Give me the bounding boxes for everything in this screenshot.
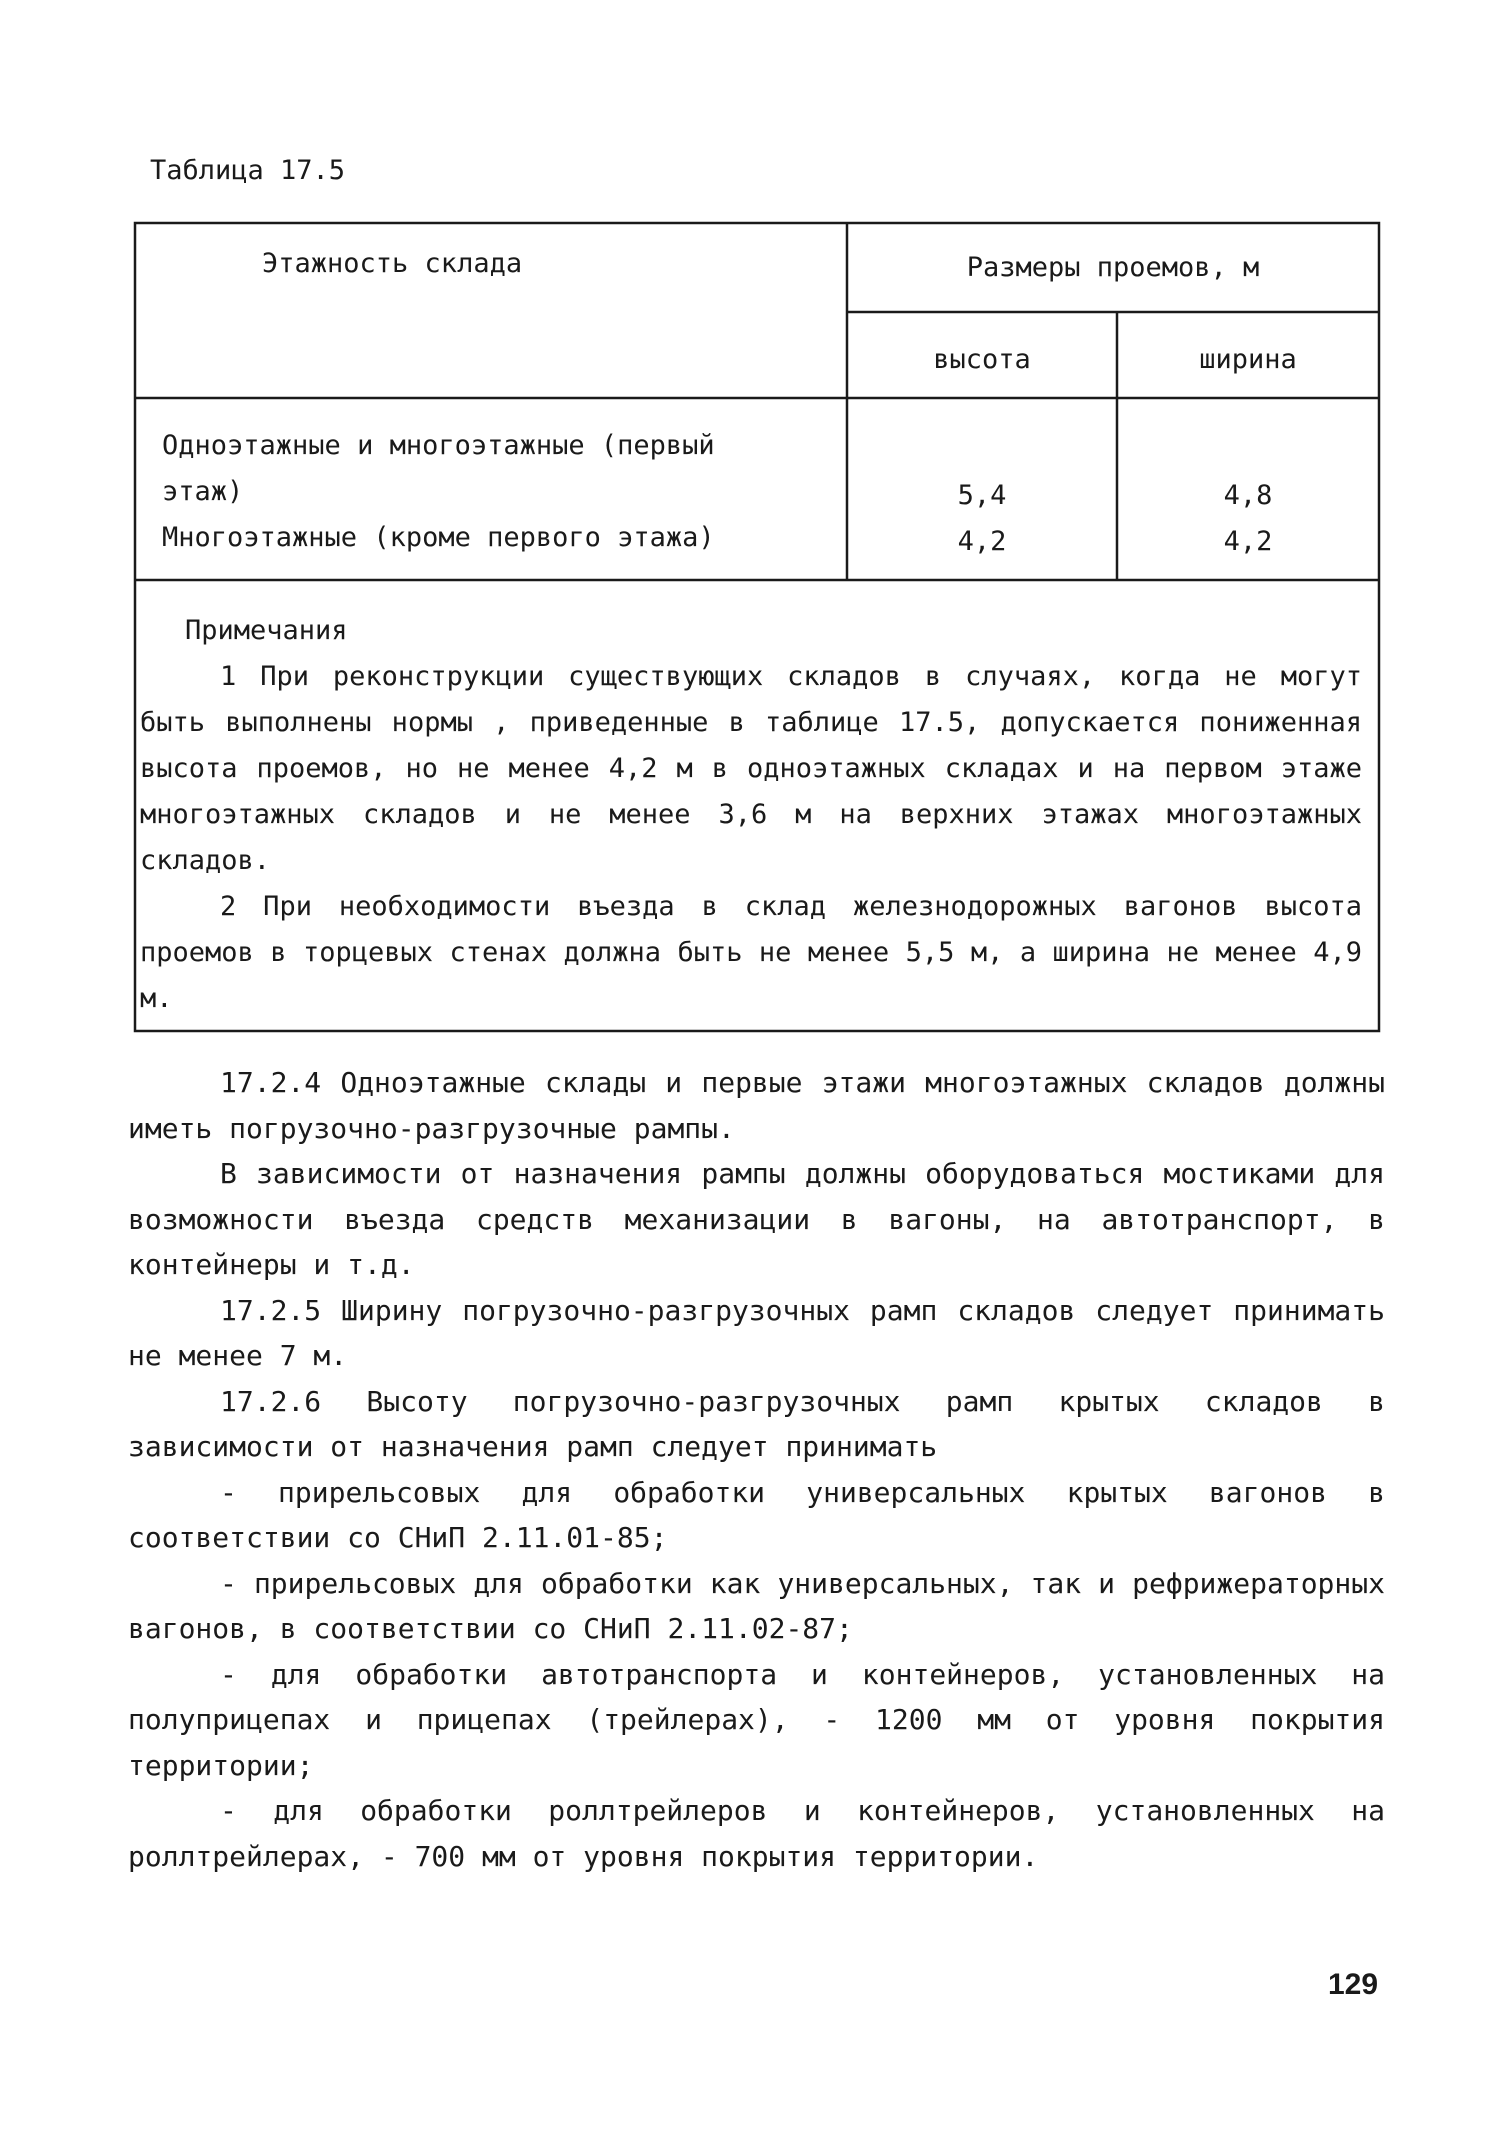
header-height: высота bbox=[933, 344, 1031, 375]
paragraph-17-2-5: 17.2.5 Ширину погрузочно-разгрузочных рамп складов следует принимать не менее 7 м. bbox=[128, 1293, 1385, 1372]
row2-width: 4,2 bbox=[1223, 526, 1273, 557]
notes-title: Примечания bbox=[185, 615, 348, 646]
table-notes bbox=[140, 608, 1362, 1022]
body-text bbox=[128, 1060, 1385, 1879]
list-item: - для обработки автотранспорта и контейнеров, установленных на полуприцепах и прицепах (трейлерах), - 1200 мм от уровня покрытия территории; bbox=[128, 1657, 1385, 1782]
note-2: 2 При необходимости въезда в склад железнодорожных вагонов высота проемов в торцевых стенах должна быть не менее 5,5 м, а ширина не менее 4,9 м. bbox=[140, 891, 1362, 1014]
row2-label: Многоэтажные (кроме первого этажа) bbox=[162, 522, 715, 553]
header-floors: Этажность склада bbox=[262, 248, 523, 279]
row1-height: 5,4 bbox=[957, 480, 1007, 511]
paragraph-ramps-bridges: В зависимости от назначения рампы должны оборудоваться мостиками для возможности въезда средств механизации в вагоны, на автотранспорт, в контейнеры и т.д. bbox=[128, 1157, 1385, 1281]
list-item: - прирельсовых для обработки универсальных крытых вагонов в соответствии со СНиП 2.11.01-85; bbox=[128, 1475, 1385, 1554]
paragraph-17-2-4: 17.2.4 Одноэтажные склады и первые этажи многоэтажных складов должны иметь погрузочно-разгрузочные рампы. bbox=[128, 1066, 1385, 1145]
row1-label-line2: этаж) bbox=[162, 476, 244, 507]
header-width: ширина bbox=[1199, 344, 1297, 375]
note-1: 1 При реконструкции существующих складов в случаях, когда не могут быть выполнены нормы , приведенные в таблице 17.5, допускается пониженная высота проемов, но не менее 4,2 м в одноэтажных складах и на первом этаже многоэтажных складов и не менее 3,6 м на верхних этажах многоэтажных складов. bbox=[140, 661, 1362, 876]
row2-height: 4,2 bbox=[957, 526, 1007, 557]
row1-width: 4,8 bbox=[1223, 480, 1273, 511]
table-caption: Таблица 17.5 bbox=[150, 155, 346, 186]
paragraph-17-2-6: 17.2.6 Высоту погрузочно-разгрузочных рамп крытых складов в зависимости от назначения рамп следует принимать bbox=[128, 1384, 1385, 1463]
list-item: - прирельсовых для обработки как универсальных, так и рефрижераторных вагонов, в соответствии со СНиП 2.11.02-87; bbox=[128, 1566, 1385, 1645]
list-item: - для обработки роллтрейлеров и контейнеров, установленных на роллтрейлерах, - 700 мм от уровня покрытия территории. bbox=[128, 1794, 1385, 1873]
header-opening-sizes: Размеры проемов, м bbox=[966, 252, 1260, 283]
page-number: 129 bbox=[1328, 1968, 1379, 2001]
row1-label-line1: Одноэтажные и многоэтажные (первый bbox=[162, 430, 715, 461]
